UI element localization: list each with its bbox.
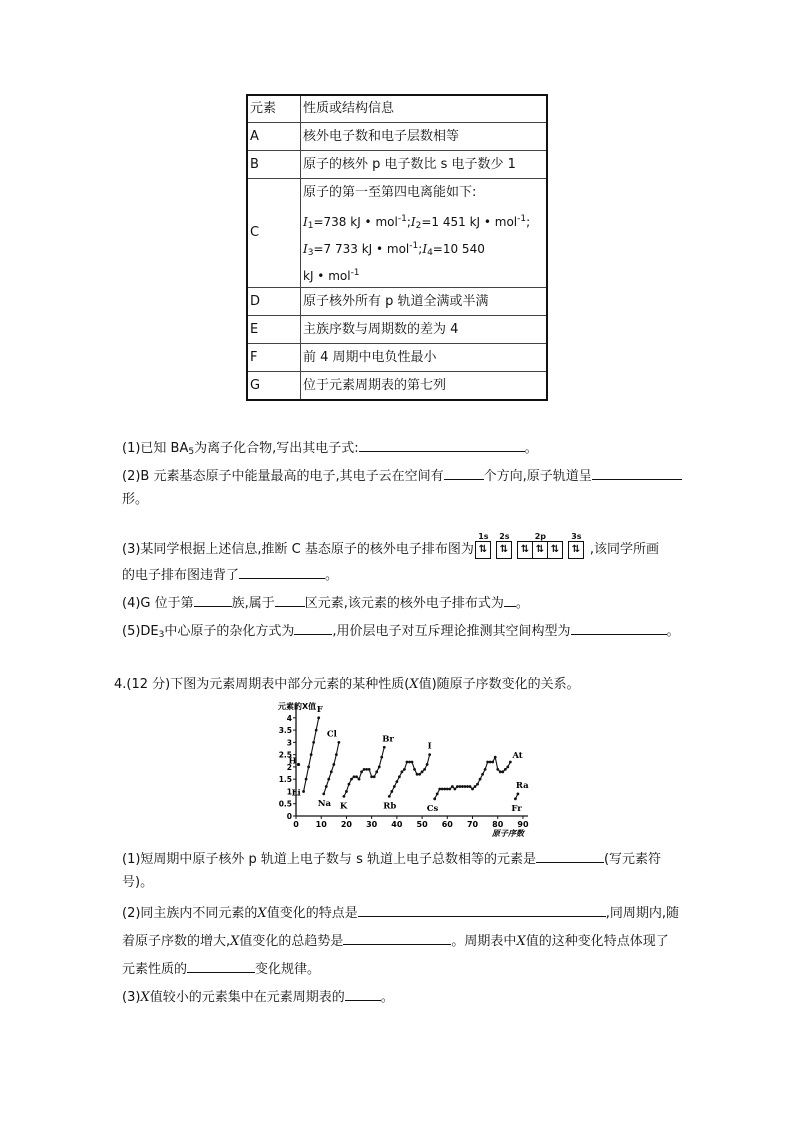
element-label: Cl [326, 729, 337, 740]
data-point [345, 790, 348, 793]
question-3-2: (2)B 元素基态原子中能量最高的电子,其电子云在空间有 个方向,原子轨道呈 [122, 465, 682, 486]
data-point [365, 768, 368, 771]
data-point [388, 795, 391, 798]
data-point [297, 763, 300, 766]
table-header-element: 元素 [247, 95, 301, 123]
table-row [247, 151, 547, 179]
data-point [330, 770, 333, 773]
question-4-title: 4.(12 分)下图为元素周期表中部分元素的某种性质(X值)随原子序数变化的关系。 [114, 677, 580, 692]
question-4-1-cont: 号)。 [122, 875, 154, 890]
answer-blank[interactable] [504, 592, 516, 607]
orbital-1s [476, 532, 491, 559]
question-3-1: (1)已知 $BA_5$为离子化合物,写出其电子式: 。 [122, 437, 538, 461]
orbital-box: ⇅ [475, 541, 491, 559]
data-point [464, 785, 467, 788]
data-point [426, 763, 429, 766]
table-cell-info: 位于元素周期表的第七列 [301, 372, 548, 401]
data-point [315, 729, 318, 732]
ionization-line-2: $I_3=7$ 733 kJ • $mol^{-1};I_4=10$ 540 [303, 241, 485, 258]
data-point [310, 753, 313, 756]
answer-blank[interactable] [571, 620, 667, 635]
x-tick-label: 30 [366, 820, 378, 829]
data-point [433, 797, 436, 800]
table-cell-element: G [247, 372, 301, 401]
orbital-2p [518, 532, 563, 559]
orbital-label: 2s [499, 532, 510, 541]
question-4-2: (2)同主族内不同元素的X值变化的特点是 ,同周期内,随 [122, 902, 679, 923]
data-point [441, 788, 444, 791]
data-point [393, 785, 396, 788]
orbital-3s [569, 532, 584, 559]
data-point [456, 785, 459, 788]
question-3-3-cont: 的电子排布图违背了 。 [122, 564, 338, 585]
data-point [373, 775, 376, 778]
orbital-diagram [476, 532, 590, 559]
data-point [348, 783, 351, 786]
data-point [469, 785, 472, 788]
question-3-3: (3)某同学根据上述信息,推断 C 基态原子的核外电子排布图为 1s ⇅ 2s ⇅ 2p ⇅ ⇅ ⇅ 3s ⇅ ,该同学所画 [122, 532, 660, 557]
answer-blank[interactable] [239, 564, 325, 579]
data-point [471, 788, 474, 791]
table-cell-info: 前 4 周期中电负性最小 [301, 344, 548, 372]
data-point [383, 746, 386, 749]
data-point [481, 773, 484, 776]
element-label: F [316, 704, 323, 715]
y-tick-label: 1 [286, 787, 292, 797]
question-3-5: $(5)DE_3$中心原子的杂化方式为 ,用价层电子对互斥理论推测其空间构型为 。 [122, 620, 680, 644]
element-label: Na [317, 798, 332, 809]
ionization-intro: 原子的第一至第四电离能如下: [303, 185, 477, 200]
data-point [423, 768, 426, 771]
data-point [353, 775, 356, 778]
x-tick-label: 0 [293, 820, 299, 829]
orbital-label: 1s [478, 532, 489, 541]
y-tick-label: 3.5 [278, 726, 292, 736]
data-point [486, 761, 489, 764]
data-point [451, 785, 454, 788]
table-cell-element: A [247, 123, 301, 151]
data-point [438, 788, 441, 791]
table-cell-element: B [247, 151, 301, 179]
element-label: Br [382, 734, 394, 745]
data-point [370, 775, 373, 778]
data-point [337, 741, 340, 744]
question-4-1: (1)短周期中原子核外 p 轨道上电子数与 s 轨道上电子总数相等的元素是 (写元素符 [122, 848, 661, 869]
y-tick-label: 1.5 [278, 775, 292, 785]
x-tick-label: 60 [441, 820, 453, 829]
y-tick-label: 2 [286, 762, 292, 772]
x-tick-label: 20 [340, 820, 353, 829]
data-point [459, 785, 462, 788]
y-tick-label: 0 [286, 812, 292, 821]
table-cell-element: D [247, 288, 301, 316]
data-point [390, 790, 393, 793]
element-label: K [339, 801, 348, 812]
question-4-2-cont2: 元素性质的 变化规律。 [122, 958, 320, 979]
data-point [418, 773, 421, 776]
element-label: Ra [515, 780, 529, 791]
answer-blank[interactable] [343, 930, 451, 945]
question-4-3: (3)X值较小的元素集中在元素周期表的 。 [122, 986, 394, 1007]
data-point [360, 770, 363, 773]
element-label: H [288, 756, 297, 767]
x-tick-label: 70 [466, 820, 479, 829]
question-3-2-cont: 形。 [122, 492, 149, 507]
table-row [247, 316, 547, 344]
x-tick-label: 50 [416, 820, 428, 829]
y-tick-label: 3 [286, 738, 292, 748]
data-point [403, 768, 406, 771]
answer-blank[interactable] [275, 592, 305, 607]
answer-blank[interactable] [592, 465, 682, 480]
data-point [484, 768, 487, 771]
ionization-line-3: kJ • mol$^{-1}$ [303, 268, 360, 283]
data-point [325, 785, 328, 788]
data-point [411, 761, 414, 764]
ionization-line-1: $I_1=738$ kJ • $mol^{-1};I_2=1$ 451 kJ • mol$^{-1}$; [303, 214, 531, 231]
table-row [247, 123, 547, 151]
question-4-2-cont: 着原子序数的增大,X值变化的总趋势是 。周期表中X值的这种变化特点体现了 [122, 930, 669, 951]
data-point [355, 775, 358, 778]
data-point [421, 770, 424, 773]
data-point [401, 770, 404, 773]
x-tick-label: 90 [517, 820, 529, 829]
table-cell-element: E [247, 316, 301, 344]
orbital-box: ⇅ [496, 541, 512, 559]
orbital-label: 3s [571, 532, 582, 541]
data-point [489, 761, 492, 764]
data-point [476, 783, 479, 786]
table-cell-info: 核外电子数和电子层数相等 [301, 123, 548, 151]
element-label: Fr [511, 803, 522, 814]
series-line [435, 757, 511, 799]
data-point [398, 775, 401, 778]
element-label: Cs [426, 803, 439, 814]
data-point [322, 793, 325, 796]
x-tick-label: 80 [492, 820, 504, 829]
data-point [506, 766, 509, 769]
orbital-box: ⇅ [517, 541, 533, 559]
element-label: I [427, 741, 432, 752]
x-tick-label: 40 [391, 820, 403, 829]
answer-blank[interactable] [194, 592, 232, 607]
data-point [448, 788, 451, 791]
answer-blank[interactable] [187, 958, 255, 973]
x-value-chart [262, 696, 534, 840]
data-point [317, 716, 320, 719]
orbital-box: ⇅ [532, 541, 548, 559]
table-row [247, 344, 547, 372]
data-point [335, 753, 338, 756]
data-point [305, 778, 308, 781]
series-line [344, 747, 384, 796]
data-point [312, 741, 315, 744]
answer-blank[interactable] [536, 848, 604, 863]
orbital-label: 2p [534, 532, 547, 541]
data-point [474, 785, 477, 788]
data-point [461, 785, 464, 788]
data-point [499, 770, 502, 773]
answer-blank[interactable] [345, 986, 381, 1001]
data-point [413, 768, 416, 771]
y-axis-label: 元素的X值 [278, 702, 317, 711]
orbital-2s [497, 532, 512, 559]
data-point [491, 761, 494, 764]
element-label: Rb [383, 801, 397, 812]
data-point [416, 773, 419, 776]
table-cell-element: C [247, 179, 301, 288]
data-point [350, 778, 353, 781]
table-cell-info: 原子的核外 p 电子数比 s 电子数少 1 [301, 151, 548, 179]
answer-blank[interactable] [294, 620, 332, 635]
data-point [494, 756, 497, 759]
table-cell-info: 原子核外所有 p 轨道全满或半满 [301, 288, 548, 316]
table-row [247, 179, 547, 288]
data-point [453, 788, 456, 791]
data-point [327, 778, 330, 781]
table-cell-info [301, 179, 548, 288]
data-point [332, 763, 335, 766]
y-tick-label: 2.5 [278, 750, 292, 760]
data-point [514, 797, 517, 800]
data-point [517, 793, 520, 796]
table-cell-info: 主族序数与周期数的差为 4 [301, 316, 548, 344]
data-point [501, 770, 504, 773]
answer-blank[interactable] [359, 437, 525, 452]
table-row [247, 372, 547, 401]
question-3-4: (4)G 位于第 族,属于 区元素,该元素的核外电子排布式为 。 [122, 592, 529, 613]
table-header-row [247, 95, 547, 123]
element-info-table [246, 94, 548, 401]
data-point [406, 761, 409, 764]
orbital-box: ⇅ [568, 541, 584, 559]
x-tick-label: 10 [315, 820, 327, 829]
data-point [307, 766, 310, 769]
table-cell-element: F [247, 344, 301, 372]
data-point [395, 780, 398, 783]
answer-blank[interactable] [444, 465, 484, 480]
data-point [443, 788, 446, 791]
data-point [378, 766, 381, 769]
orbital-box: ⇅ [547, 541, 563, 559]
x-axis-label: 原子序数 [492, 829, 524, 838]
y-tick-label: 0.5 [278, 799, 292, 809]
data-point [496, 768, 499, 771]
data-point [380, 756, 383, 759]
table-header-info: 性质或结构信息 [301, 95, 548, 123]
data-point [363, 768, 366, 771]
data-point [509, 761, 512, 764]
data-point [428, 753, 431, 756]
answer-blank[interactable] [358, 902, 606, 917]
data-point [504, 768, 507, 771]
data-point [466, 785, 469, 788]
data-point [358, 778, 361, 781]
data-point [368, 768, 371, 771]
data-point [408, 761, 411, 764]
data-point [479, 778, 482, 781]
data-point [375, 770, 378, 773]
element-label: Li [291, 788, 301, 799]
data-point [302, 790, 305, 793]
table-row [247, 288, 547, 316]
element-label: At [512, 751, 523, 761]
data-point [436, 793, 439, 796]
data-point [343, 795, 346, 798]
y-tick-label: 4 [286, 713, 292, 723]
data-point [446, 788, 449, 791]
